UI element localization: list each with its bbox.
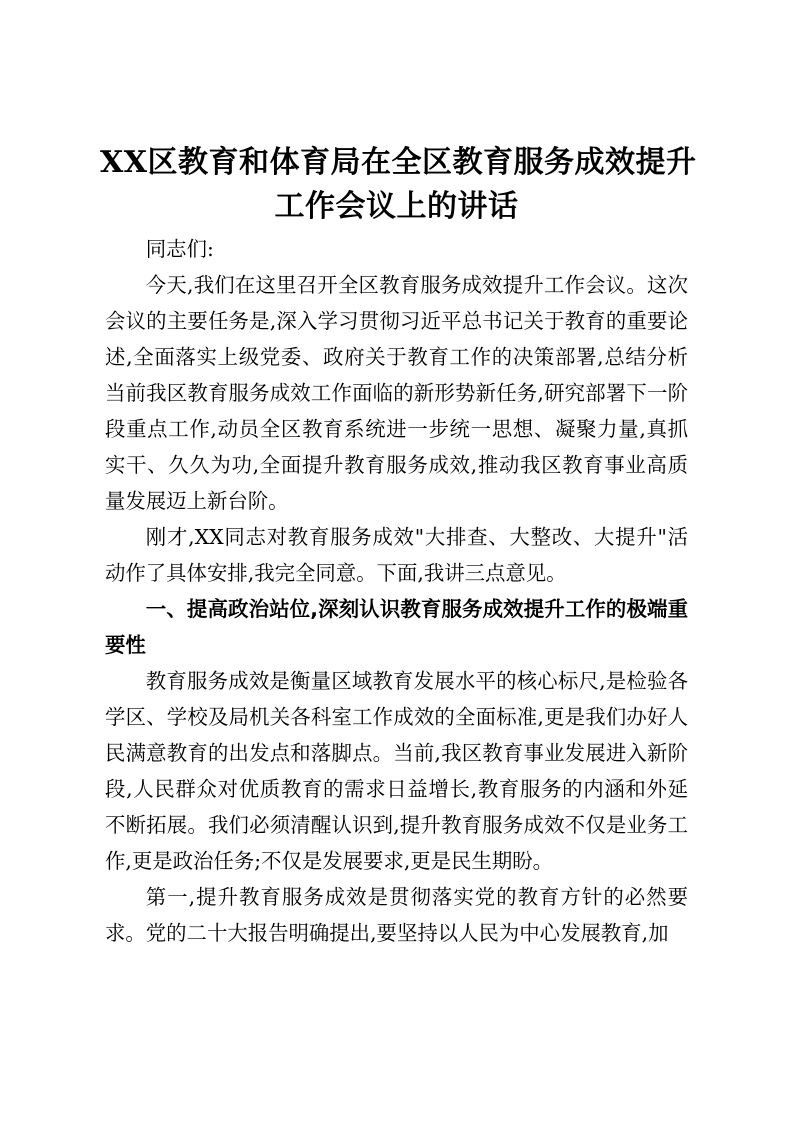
paragraph-agenda: 刚才,XX同志对教育服务成效"大排查、大整改、大提升"活动作了具体安排,我完全同意。下面,我讲三点意见。 — [105, 525, 688, 585]
section-heading-1: 一、提高政治站位,深刻认识教育服务成效提升工作的极端重要性 — [105, 597, 688, 657]
paragraph-opening: 今天,我们在这里召开全区教育服务成效提升工作会议。这次会议的主要任务是,深入学习贯彻习近平总书记关于教育的重要论述,全面落实上级党委、政府关于教育工作的决策部署,总结分析当前我区教育服务成效工作面临的新形势新任务,研究部署下一阶段重点工作,动员全区教育系统进一步统一思想、凝聚力量,真抓实干、久久为功,全面提升教育服务成效,推动我区教育事业高质量发展迈上新台阶。 — [105, 273, 688, 513]
document-body — [105, 231, 688, 951]
document-title-line-2: 工作会议上的讲话 — [274, 189, 519, 224]
document-title-line-1: XX区教育和体育局在全区教育服务成效提升 — [100, 145, 697, 180]
paragraph-importance: 教育服务成效是衡量区域教育发展水平的核心标尺,是检验各学区、学校及局机关各科室工作成效的全面标准,更是我们办好人民满意教育的出发点和落脚点。当前,我区教育事业发展进入新阶段,人民群众对优质教育的需求日益增长,教育服务的内涵和外延不断拓展。我们必须清醒认识到,提升教育服务成效不仅是业务工作,更是政治任务;不仅是发展要求,更是民生期盼。 — [105, 669, 688, 873]
greeting: 同志们: — [145, 237, 214, 261]
paragraph-first-point: 第一,提升教育服务成效是贯彻落实党的教育方针的必然要求。党的二十大报告明确提出,要坚持以人民为中心发展教育,加 — [105, 885, 688, 945]
